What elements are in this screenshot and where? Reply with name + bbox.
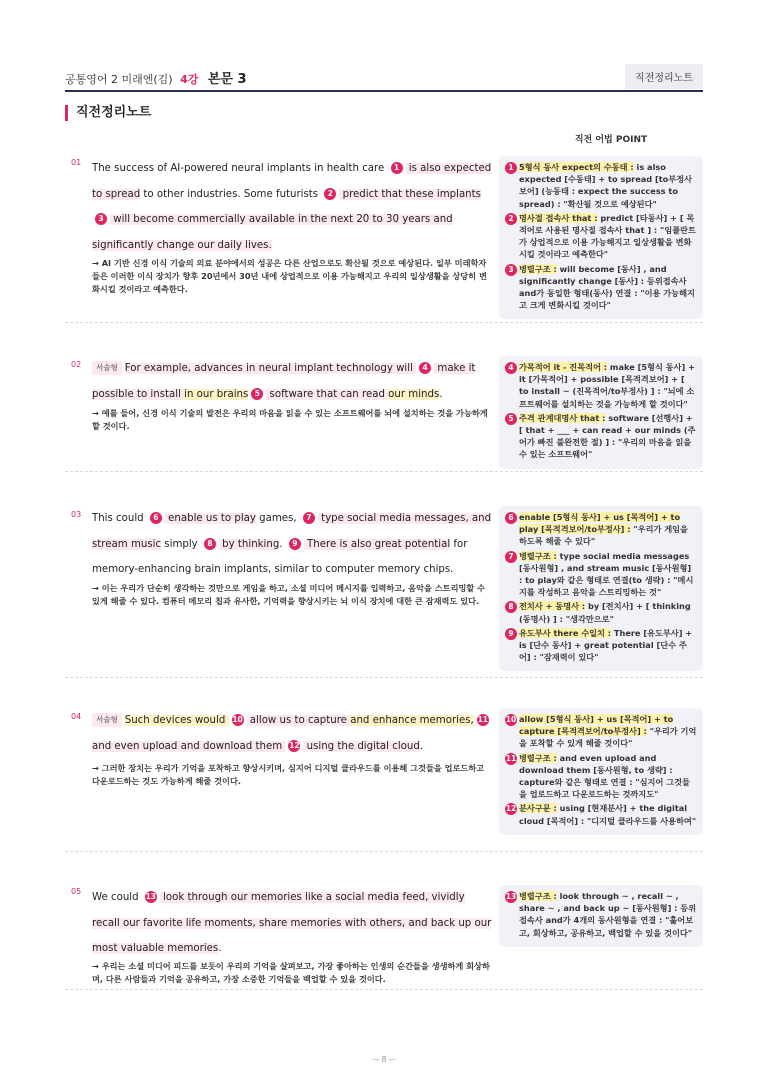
marker-icon: 4 (505, 362, 517, 374)
point-text: type social media messages [동사원형] , and stream music [동사원형] : to play와 같은 형태로 연결(to 생략) : "메시지를 작성하고 음악을 스트리밍하는 것" (519, 550, 694, 598)
marker-icon: 13 (505, 892, 517, 901)
page-header (65, 64, 703, 86)
marker-icon: 12 (505, 804, 517, 814)
highlight-segment: allow us to capture (246, 715, 351, 726)
grammar-point (505, 550, 697, 599)
korean-translation: → 그러한 장치는 우리가 기억을 포착하고 향상시키며, 심지어 디지털 클라우드를 이용해 그것들을 업로드하고 다운로드하는 것도 가능하게 해줄 것이다. (92, 763, 485, 786)
grammar-point (505, 511, 697, 548)
highlight-segment: For example, advances in neural implant technology will (124, 363, 417, 374)
marker-icon: 9 (289, 538, 301, 550)
grammar-point (505, 600, 697, 624)
text-segment: . (218, 943, 222, 954)
grammar-point (505, 412, 697, 461)
grammar-point-box (499, 156, 703, 319)
english-sentence (92, 506, 494, 583)
block-divider (65, 322, 703, 323)
block-divider (65, 851, 703, 852)
header-breadcrumb (65, 68, 247, 87)
grammar-point-box (499, 506, 703, 671)
text-segment: The success of AI-powered neural implants in health care (92, 163, 388, 174)
marker-icon: 5 (505, 413, 517, 425)
text-segment: . (279, 538, 286, 550)
marker-icon: 13 (145, 892, 157, 901)
marker-icon: 1 (505, 162, 517, 174)
highlight-segment: is also expected to spread (92, 163, 492, 200)
point-text: "우리가 게임을 하도록 해줄 수 있다" (519, 524, 688, 547)
section-title: 직전정리노트 (65, 105, 151, 121)
marker-icon: 2 (324, 188, 336, 200)
point-text: and even upload and download them [동사원형, to 생략] : capture와 같은 형태로 연결 : "심지어 그것들을 업로드하고 다운로드하는 것까지도" (519, 752, 690, 800)
block-divider (65, 677, 703, 678)
marker-icon: 6 (150, 512, 162, 524)
highlight-segment: look through our memories like a social media feed, vividly recall our favorite life moments, share memories with others, and back up our most valuable memories (92, 892, 492, 954)
text-segment: for memory-enhancing brain implants, similar to computer memory chips. (92, 538, 468, 575)
marker-icon: 10 (232, 715, 243, 724)
header-title: 본문 3 (207, 72, 247, 87)
marker-icon: 3 (505, 264, 517, 276)
point-text: is also expected [수동태] + to spread [to부정사 보어] (능동태 : expect the success to spread) : "확산될 것으로 예상된다" (519, 162, 693, 209)
point-key: 유도부사 there 수일치 : (519, 627, 612, 638)
text-segment: simply (161, 538, 201, 550)
marker-icon: 11 (505, 753, 517, 763)
point-column-header: 직전 어법 POINT (574, 135, 648, 145)
grammar-point-box (499, 708, 703, 835)
highlight-segment: using the digital cloud (303, 740, 420, 752)
grammar-point (505, 161, 697, 210)
writing-tag: 서술형 (92, 361, 122, 375)
point-text: "우리가 기억을 포착할 수 있게 해줄 것이다" (519, 726, 697, 749)
point-key: 분사구문 : (519, 803, 557, 814)
point-key: 병렬구조 : (519, 752, 557, 763)
text-segment: games, (255, 513, 300, 524)
highlight-segment: and even upload and download them (92, 740, 286, 752)
text-segment: . (419, 740, 424, 752)
point-key: 주격 관계대명사 that : (519, 412, 606, 423)
english-sentence (92, 708, 494, 759)
highlight-segment: predict that these implants (339, 188, 481, 200)
block-divider (65, 989, 703, 990)
marker-icon: 7 (505, 551, 517, 563)
point-text: make [5형식 동사] + it [가목적어] + possible [목적격보어] + [ to install ~ (진목적어/to부정사) ] : "뇌에 소프트웨어를 설치하는 것을 가능하게 할 것이다" (519, 362, 695, 409)
marker-icon: 6 (505, 512, 517, 524)
marker-icon: 9 (505, 628, 517, 640)
block-number: 03 (71, 510, 82, 519)
point-key: 병렬구조 : (519, 891, 557, 901)
header-divider (65, 90, 703, 92)
point-key: 명사절 접속사 that : (519, 212, 598, 223)
text-segment: to other industries. Some futurists (140, 188, 322, 200)
grammar-point (505, 361, 697, 410)
grammar-point (505, 713, 697, 750)
grammar-point (505, 263, 697, 312)
block-number: 04 (71, 712, 82, 721)
point-key: 가목적어 it - 진목적어 : (519, 362, 608, 372)
highlight-segment: by thinking (218, 538, 280, 550)
english-sentence (92, 885, 494, 962)
point-key: 병렬구조 : (519, 263, 557, 274)
grammar-point (505, 212, 697, 261)
highlight-segment: in our brains (184, 388, 249, 400)
point-text: There [유도부사] + is [단수 동사] + great potential [단수 주어] : "잠재력이 있다" (519, 627, 693, 663)
korean-translation: → 예를 들어, 신경 이식 기술의 발전은 우리의 마음을 읽을 수 있는 소프트웨어를 뇌에 설치하는 것을 가능하게 할 것이다. (92, 408, 488, 431)
grammar-point (505, 627, 697, 664)
highlight-segment: enable us to play (164, 513, 256, 524)
highlight-segment: software that can read (266, 388, 389, 400)
writing-tag: 서술형 (92, 713, 122, 727)
block-number: 05 (71, 887, 82, 896)
point-key: 병렬구조 : (519, 550, 557, 561)
block-number: 01 (71, 158, 82, 167)
grammar-point (505, 752, 697, 801)
point-key: allow [5형식 동사] + us [목적어] + to capture [목적격보어/to부정사] : (519, 714, 674, 737)
highlight-segment: There is also great potential (303, 538, 451, 550)
point-key: 전치사 + 동명사 : (519, 601, 586, 612)
point-key: enable [5형식 동사] + us [목적어] + to play [목적격보어/to부정사] : (519, 512, 681, 535)
point-text: by [전치사] + [ thinking (동명사) ] : "생각만으로" (519, 601, 691, 624)
korean-translation: → 우리는 소셜 미디어 피드를 보듯이 우리의 기억을 살펴보고, 가장 좋아하는 인생의 순간들을 생생하게 회상하며, 다른 사람들과 기억을 공유하고, 가장 소중한 기억들을 백업할 수 있을 것이다. (92, 961, 490, 984)
highlight-segment: type social media messages, and stream music (92, 513, 492, 550)
point-text: software [선행사] + [ that + ___ + can read + our minds (주어가 빠진 불완전한 절) ] : "우리의 마음을 읽을 수 있는 소프트웨어" (519, 412, 696, 460)
point-text: using [현재분사] + the digital cloud [목적어] : "디지털 클라우드를 사용하여" (519, 803, 697, 826)
book-name: 공통영어 2 미래엔(김) (65, 73, 173, 86)
point-text: will become [동사] , and significantly change [동사] : 등위접속사 and가 동일한 형태(동사) 연결 : "이용 가능해지고 크게 변화시킬 것이다" (519, 263, 695, 311)
grammar-point (505, 802, 697, 826)
highlight-segment: make it possible to install (92, 363, 476, 400)
marker-icon: 10 (505, 715, 517, 724)
marker-icon: 12 (289, 740, 300, 750)
page-number: — 8 — (371, 1055, 397, 1064)
marker-icon: 5 (251, 388, 263, 400)
point-key: 5형식 동사 expect의 수동태 : (519, 162, 634, 172)
highlight-segment: Such devices would (124, 715, 229, 726)
point-text: look through ~ , recall ~ , share ~ , and back up ~ [동사원형] : 등위접속사 and가 4개의 동사원형을 연결 : "훑어보고, 회상하고, 공유하고, 백업할 수 있을 것이다" (519, 891, 697, 938)
marker-icon: 2 (505, 213, 517, 225)
highlight-segment: and enhance memories, (350, 715, 474, 726)
marker-icon: 11 (477, 715, 488, 724)
text-segment: This could (92, 513, 147, 524)
marker-icon: 4 (419, 362, 431, 374)
text-segment: We could (92, 892, 142, 903)
marker-icon: 8 (204, 538, 216, 550)
grammar-point (505, 890, 697, 939)
korean-translation: → AI 기반 신경 이식 기술의 의료 분야에서의 성공은 다른 산업으로도 확산될 것으로 예상된다. 일부 미래학자들은 이러한 이식 장치가 향후 20년에서 30년 내에 상업적으로 이용 가능해지고 우리의 일상생활을 상당히 변화시킬 것이라고 예측한다. (92, 258, 487, 294)
marker-icon: 3 (95, 213, 107, 225)
highlight-segment: our minds (388, 388, 440, 400)
highlight-segment: will become commercially available in the next 20 to 30 years and significantly change our daily lives. (92, 214, 453, 251)
header-tag: 직전정리노트 (625, 64, 703, 89)
marker-icon: 1 (391, 162, 403, 174)
text-segment: . (439, 388, 443, 400)
english-sentence (92, 356, 494, 407)
marker-icon: 8 (505, 601, 517, 613)
grammar-point-box (499, 885, 703, 947)
point-text: predict [타동사] + [ 목적어로 사용된 명사절 접속사 that ] : "임플란트가 상업적으로 이용 가능해지고 일상생활을 변화시킬 것이라고 예측한다" (519, 212, 696, 260)
english-sentence (92, 156, 494, 258)
marker-icon: 7 (303, 512, 315, 524)
korean-translation: → 이는 우리가 단순히 생각하는 것만으로 게임을 하고, 소셜 미디어 메시지를 입력하고, 음악을 스트리밍할 수 있게 해줄 수 있다. 컴퓨터 메모리 칩과 유사한, 기억력을 향상시키는 뇌 이식 장치에 대한 큰 잠재력도 있다. (92, 583, 486, 606)
grammar-point-box (499, 356, 703, 469)
block-number: 02 (71, 360, 82, 369)
block-divider (65, 471, 703, 472)
lesson-number: 4강 (180, 73, 199, 86)
